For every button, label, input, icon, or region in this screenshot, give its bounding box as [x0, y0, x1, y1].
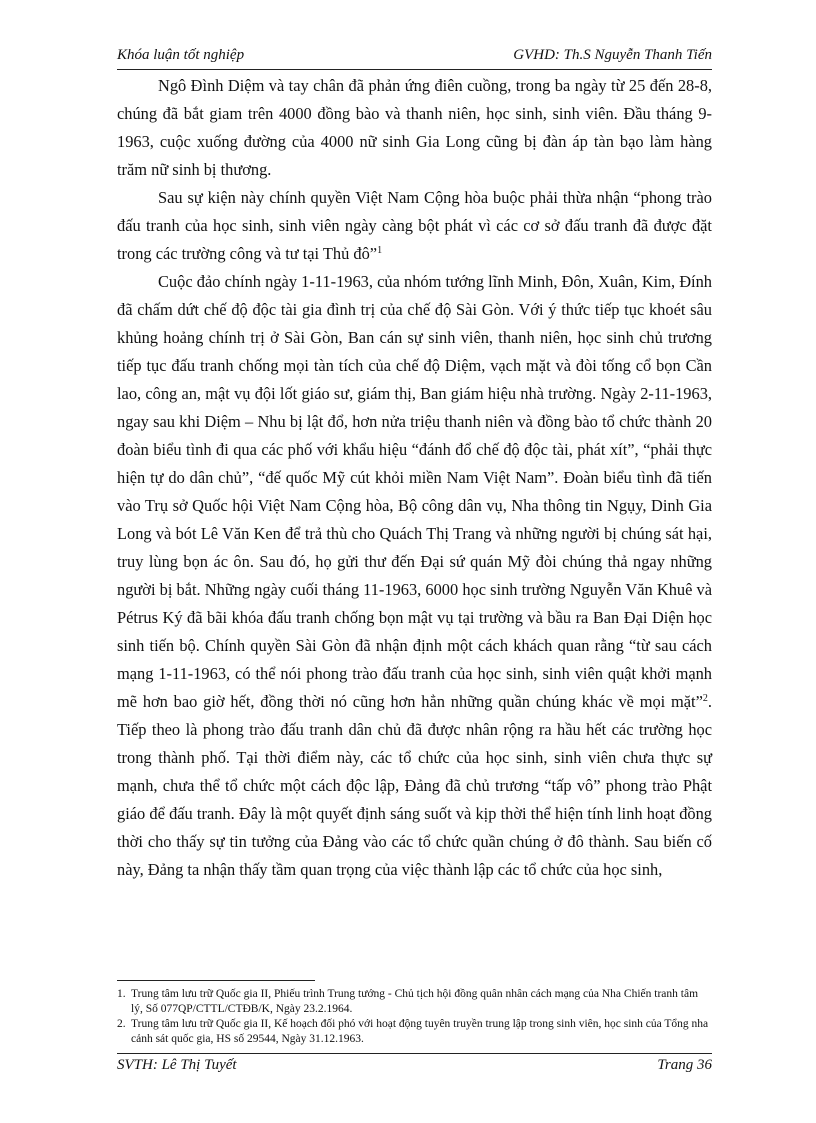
footnotes	[117, 987, 712, 1047]
footnote-ref-2: 2	[702, 693, 708, 704]
page-number: Trang 36	[657, 1057, 712, 1073]
page-footer	[117, 1057, 712, 1074]
footnote-rule	[117, 980, 315, 981]
footnote-2: 2. Trung tâm lưu trữ Quốc gia II, Kế hoạch đối phó với hoạt động tuyên truyền trung lập trong sinh viên, học sinh của Tổng nha cảnh sát quốc gia, HS số 29544, Ngày 31.12.1963.	[117, 1018, 709, 1045]
paragraph-1: Ngô Đình Diệm và tay chân đã phản ứng điên cuồng, trong ba ngày từ 25 đến 28-8, chúng đã bắt giam trên 4000 đồng bào và thanh niên, học sinh, sinh viên. Đầu tháng 9-1963, cuộc xuống đường của 4000 nữ sinh Gia Long cũng bị đàn áp tàn bạo làm hàng trăm nữ sinh bị thương.	[117, 76, 712, 179]
footnote-ref-1: 1	[377, 245, 383, 256]
header-advisor: GVHD: Th.S Nguyễn Thanh Tiến	[513, 47, 712, 63]
page-header	[117, 47, 712, 64]
header-thesis-label: Khóa luận tốt nghiệp	[117, 47, 245, 63]
footer-rule	[117, 1053, 712, 1054]
header-rule	[117, 69, 712, 70]
body-text	[117, 72, 712, 884]
footer-student: SVTH: Lê Thị Tuyết	[117, 1057, 237, 1073]
paragraph-2: Sau sự kiện này chính quyền Việt Nam Cộng hòa buộc phải thừa nhận “phong trào đấu tranh của học sinh, sinh viên ngày càng bột phát vì các cơ sở đấu tranh đã được đặt trong các trường công và tư tại Thủ đô”$^1$	[117, 188, 712, 263]
footnote-1: 1. Trung tâm lưu trữ Quốc gia II, Phiếu trình Trung tướng - Chủ tịch hội đồng quân nhân cách mạng của Nha Chiến tranh tâm lý, Số 077QP/CTTL/CTĐB/K, Ngày 23.2.1964.	[117, 988, 699, 1015]
paragraph-3: Cuộc đảo chính ngày 1-11-1963, của nhóm tướng lĩnh Minh, Đôn, Xuân, Kim, Đính đã chấm dứt chế độ độc tài gia đình trị của chế độ Sài Gòn. Với ý thức tiếp tục khoét sâu khủng hoảng chính trị ở Sài Gòn, Ban cán sự sinh viên, thanh niên, học sinh chủ trương tiếp tục đấu tranh chống mọi tàn tích của chế độ Diệm, vạch mặt và đòi tống cổ bọn Cần lao, công an, mật vụ đội lốt giáo sư, giám thị, Ban giám hiệu nhà trường. Ngày 2-11-1963, ngay sau khi Diệm – Nhu bị lật đổ, hơn nửa triệu thanh niên và đồng bào tổ chức thành 20 đoàn biểu tình đi qua các phố với khẩu hiệu “đánh đổ chế độ độc tài, phát xít”, “phải thực hiện tự do dân chủ”, “đế quốc Mỹ cút khỏi miền Nam Việt Nam”. Đoàn biểu tình đã tiến vào Trụ sở Quốc hội Việt Nam Cộng hòa, Bộ công dân vụ, Nha thông tin Ngụy, Dinh Gia Long và bót Lê Văn Ken để trả thù cho Quách Thị Trang và những người bị chúng sát hại, truy lùng bọn ác ôn. Sau đó, họ gửi thư đến Đại sứ quán Mỹ đòi chúng thả ngay những người bị bắt. Những ngày cuối tháng 11-1963, 6000 học sinh trường Nguyễn Văn Khuê và Pétrus Ký đã bãi khóa đấu tranh chống bọn mật vụ tại trường và bầu ra Ban Đại Diện học sinh tiến bộ. Chính quyền Sài Gòn đã nhận định một cách khách quan rằng “từ sau cách mạng 1-11-1963, có thể nói phong trào đấu tranh của học sinh, sinh viên quật khởi mạnh mẽ hơn bao giờ hết, đồng thời nó cũng hơn hẳn những quần chúng khác về mọi mặt”$^2$. Tiếp theo là phong trào đấu tranh dân chủ đã được nhân rộng ra hầu hết các trường học trong thành phố. Tại thời điểm này, các tổ chức của học sinh, sinh viên chưa thực sự mạnh, chưa thể tổ chức một cách độc lập, Đảng đã chủ trương “tấp vô” phong trào Phật giáo để đấu tranh. Đây là một quyết định sáng suốt và kịp thời thể hiện tính linh hoạt đồng thời cho thấy sự tin tưởng của Đảng vào các tổ chức quần chúng ở đô thành. Sau biến cố này, Đảng ta nhận thấy tầm quan trọng của việc thành lập các tổ chức của học sinh,	[117, 272, 712, 879]
